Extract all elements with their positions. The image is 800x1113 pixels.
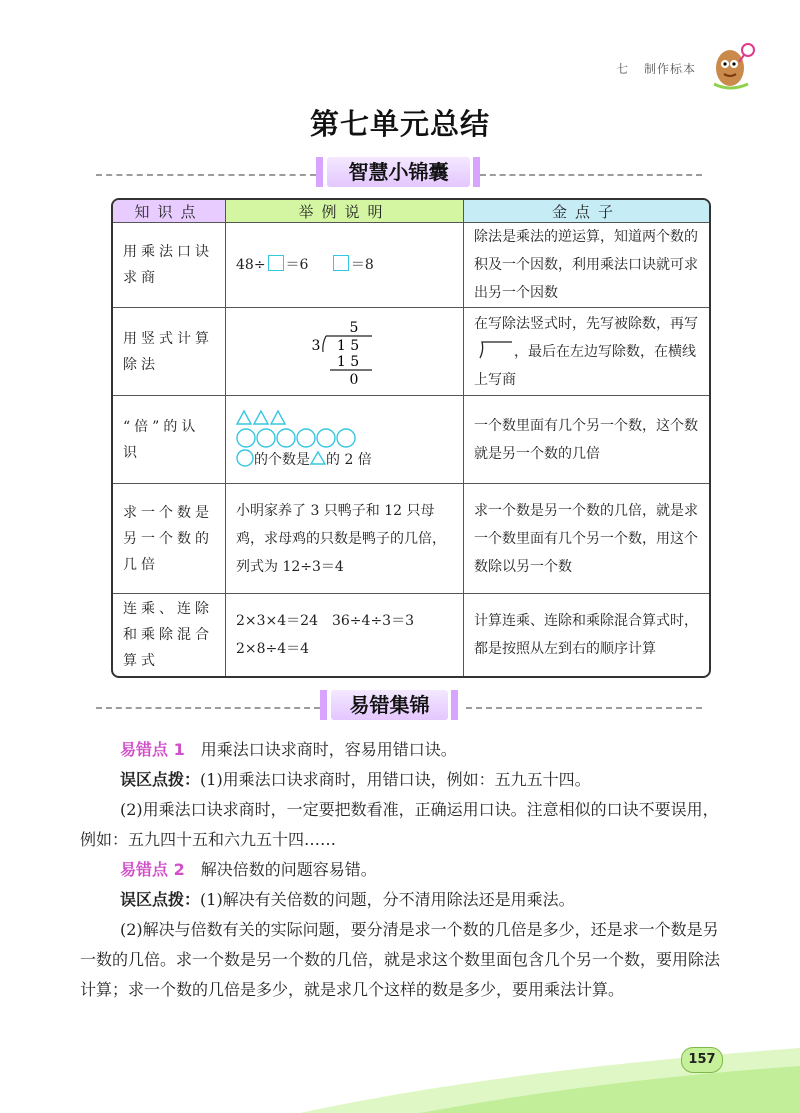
row-tip [464,308,709,396]
error-label: 易错点 2 [120,860,185,879]
table-row [113,396,709,484]
circle-icon [236,449,254,467]
row-example [226,223,464,308]
long-division-diagram [226,316,443,388]
divider-left-2 [96,707,320,709]
example-expr: 48÷ [236,257,266,273]
banner-bar-left [316,157,323,187]
divider-right [480,174,702,176]
error-label: 易错点 1 [120,740,185,759]
header-tip: 金点子 [464,200,709,223]
div-product: 1 5 [336,353,360,370]
section-banner-errors: 易错集锦 [331,690,448,720]
page-number: 157 [681,1047,723,1073]
tip-part-b: ，最后在左边写除数，在横线上写商 [474,343,696,388]
tip-part-a: 在写除法竖式时，先写被除数，再写 [474,315,698,332]
divider-right-2 [466,707,702,709]
row-tip: 求一个数是另一个数的几倍，就是求一个数里面有几个另一个数，用这个数除以另一个数 [464,484,709,594]
row-example [226,396,464,484]
page-header [616,60,696,77]
row-example [226,594,464,676]
example-text-b: 的 2 倍 [326,451,372,468]
hint-text-1: (1)解决有关倍数的问题，分不清用除法还是用乘法。 [200,890,575,909]
example-eq1: ＝6 [285,257,309,273]
div-quotient: 5 [349,319,359,336]
hint-text-2: (2)用乘法口诀求商时，一定要把数看准，正确运用口诀。注意相似的口诀不要误用，例如：五九四十五和六九五十四…… [80,800,719,849]
chapter-title: 制作标本 [643,62,696,76]
row-tip: 计算连乘、连除和乘除混合算式时，都是按照从左到右的顺序计算 [474,613,698,657]
knowledge-table [111,198,711,678]
row-example [226,308,464,396]
unit-number: 七 [616,62,630,76]
table-header-row [113,200,709,223]
error-point-2 [80,855,720,1005]
row-topic: 连乘、连除和乘除混合算式 [113,594,226,676]
banner-bar-right [473,157,480,187]
row-topic: 用竖式计算除法 [113,308,226,396]
row-tip: 一个数里面有几个另一个数，这个数就是另一个数的几倍 [464,396,709,484]
example-eq2: ＝8 [350,257,374,273]
row-tip: 除法是乘法的逆运算，知道两个数的积及一个因数，利用乘法口诀就可求出另一个因数 [464,223,709,308]
section-banner-tips: 智慧小锦囊 [327,157,470,187]
hint-label: 误区点拨： [120,890,201,909]
mascot-icon [712,40,758,90]
hint-label: 误区点拨： [120,770,201,789]
blank-box-icon [333,255,349,271]
header-knowledge: 知识点 [113,200,226,223]
row-topic: 求一个数是另一个数的几倍 [113,484,226,594]
triangle-icon [310,451,326,465]
table-row [113,308,709,396]
table-row [113,484,709,594]
table-row [113,594,709,676]
div-divisor: 3 [311,337,321,354]
banner-bar-right-2 [451,690,458,720]
header-example: 举例说明 [226,200,464,223]
hint-text-2: (2)解决与倍数有关的实际问题，要分清是求一个数的几倍是多少，还是求一个数是另一数的几倍。求一个数是另一个数的几倍，就是求这个数里面包含几个另一个数，要用除法计算；求一个数的几倍是多少，就是求几个这样的数是多少，要用乘法计算。 [80,920,721,999]
div-dividend: 1 5 [336,337,360,354]
divider-left [96,174,316,176]
error-text: 用乘法口诀求商时，容易用错口诀。 [200,740,457,759]
div-remainder: 0 [349,371,359,388]
error-point-1 [80,735,720,855]
example-text-a: 的个数是 [254,451,310,468]
example-line-2: 2×8÷4＝4 [236,641,310,657]
banner-bar-left-2 [320,690,327,720]
row-topic: “倍”的认识 [113,396,226,484]
error-text: 解决倍数的问题容易错。 [200,860,377,879]
blank-box-icon [268,255,284,271]
division-bracket-icon [474,340,514,360]
example-line-1: 2×3×4＝24 36÷4÷3＝3 [236,613,414,629]
bottom-wave-decoration [300,1030,800,1113]
hint-text-1: (1)用乘法口诀求商时，用错口诀，例如：五九五十四。 [200,770,591,789]
row-topic: 用乘法口诀求商 [113,223,226,308]
page-title: 第七单元总结 [309,107,490,141]
row-example: 小明家养了 3 只鸭子和 12 只母鸡，求母鸡的只数是鸭子的几倍，列式为 12÷3＝4 [226,484,464,594]
circles-icon [236,427,366,449]
table-row [113,223,709,308]
triangles-icon [236,409,296,427]
